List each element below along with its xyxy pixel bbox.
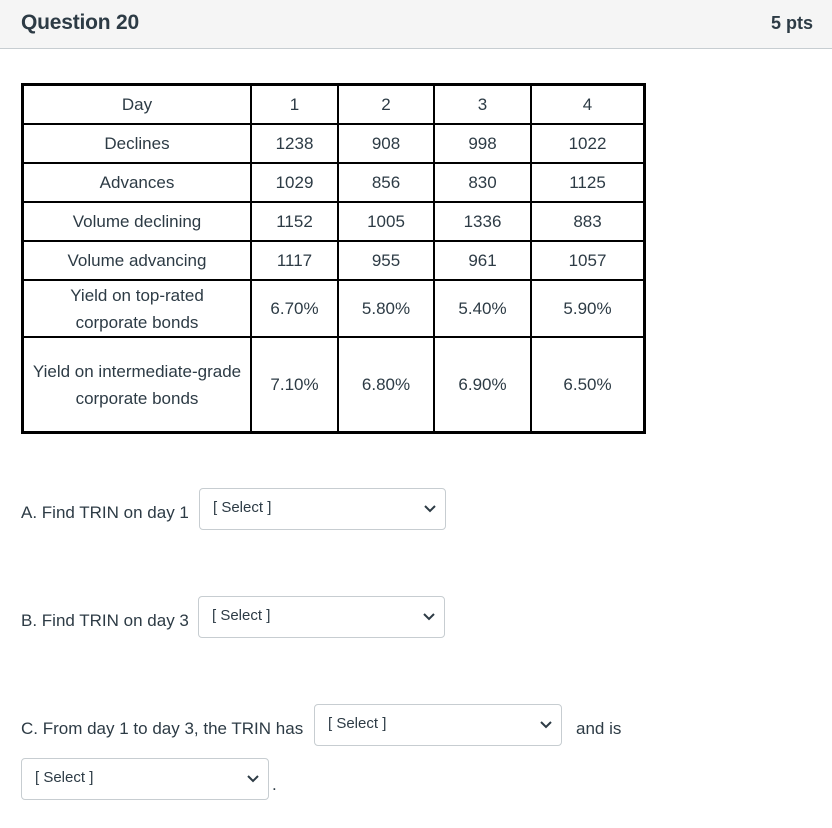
row-label-line: Yield on top-rated — [70, 285, 204, 305]
table-header-cell: 2 — [338, 85, 434, 125]
table-header-cell: 1 — [251, 85, 338, 125]
select-trin-direction[interactable] — [314, 704, 562, 746]
table-cell: 6.50% — [531, 337, 645, 433]
question-header — [0, 0, 832, 49]
table-row — [23, 280, 645, 337]
table-row-label — [23, 280, 252, 337]
table-row-label: Volume declining — [23, 202, 252, 241]
select-value: [ Select ] — [212, 607, 271, 624]
select-trin-signal[interactable] — [21, 758, 269, 800]
table-row-label — [23, 337, 252, 433]
chevron-down-icon — [423, 612, 435, 622]
table-cell: 6.70% — [251, 280, 338, 337]
table-cell: 955 — [338, 241, 434, 280]
table-cell: 6.90% — [434, 337, 531, 433]
question-title: Question 20 — [21, 11, 139, 34]
table-cell: 1336 — [434, 202, 531, 241]
question-b-text: B. Find TRIN on day 3 — [21, 611, 189, 630]
chevron-down-icon — [424, 504, 436, 514]
table-row — [23, 163, 645, 202]
table-row-label: Declines — [23, 124, 252, 163]
table-row — [23, 337, 645, 433]
question-points: 5 pts — [770, 13, 813, 33]
table-cell: 1125 — [531, 163, 645, 202]
select-value: [ Select ] — [35, 769, 94, 786]
table-row-label: Advances — [23, 163, 252, 202]
select-value: [ Select ] — [213, 499, 272, 516]
chevron-down-icon — [247, 774, 259, 784]
table-row — [23, 241, 645, 280]
table-cell: 856 — [338, 163, 434, 202]
table-cell: 5.40% — [434, 280, 531, 337]
table-header-cell: Day — [23, 85, 252, 125]
row-label-line: corporate bonds — [75, 388, 199, 408]
table-row-label: Volume advancing — [23, 241, 252, 280]
table-cell: 998 — [434, 124, 531, 163]
question-c-end-text: . — [272, 775, 277, 794]
table-cell: 1238 — [251, 124, 338, 163]
table-row — [23, 124, 645, 163]
table-cell: 1029 — [251, 163, 338, 202]
table-cell: 1117 — [251, 241, 338, 280]
table-cell: 7.10% — [251, 337, 338, 433]
table-header-cell: 3 — [434, 85, 531, 125]
select-value: [ Select ] — [328, 715, 387, 732]
table-row — [23, 202, 645, 241]
table-cell: 908 — [338, 124, 434, 163]
table-cell: 1005 — [338, 202, 434, 241]
select-trin-day3[interactable] — [198, 596, 445, 638]
row-label-line: corporate bonds — [75, 312, 199, 332]
question-c-mid-text: and is — [576, 719, 622, 738]
question-c-text: C. From day 1 to day 3, the TRIN has — [21, 719, 304, 738]
table-cell: 6.80% — [338, 337, 434, 433]
select-trin-day1[interactable] — [199, 488, 446, 530]
data-table — [21, 83, 646, 434]
table-header-cell: 4 — [531, 85, 645, 125]
table-cell: 1022 — [531, 124, 645, 163]
table-cell: 961 — [434, 241, 531, 280]
row-label-line: Yield on intermediate-grade — [32, 361, 242, 381]
table-header-row — [23, 85, 645, 125]
table-cell: 1057 — [531, 241, 645, 280]
table-cell: 5.90% — [531, 280, 645, 337]
question-a-text: A. Find TRIN on day 1 — [21, 503, 189, 522]
table-cell: 830 — [434, 163, 531, 202]
chevron-down-icon — [540, 720, 552, 730]
table-cell: 883 — [531, 202, 645, 241]
table-cell: 1152 — [251, 202, 338, 241]
table-cell: 5.80% — [338, 280, 434, 337]
